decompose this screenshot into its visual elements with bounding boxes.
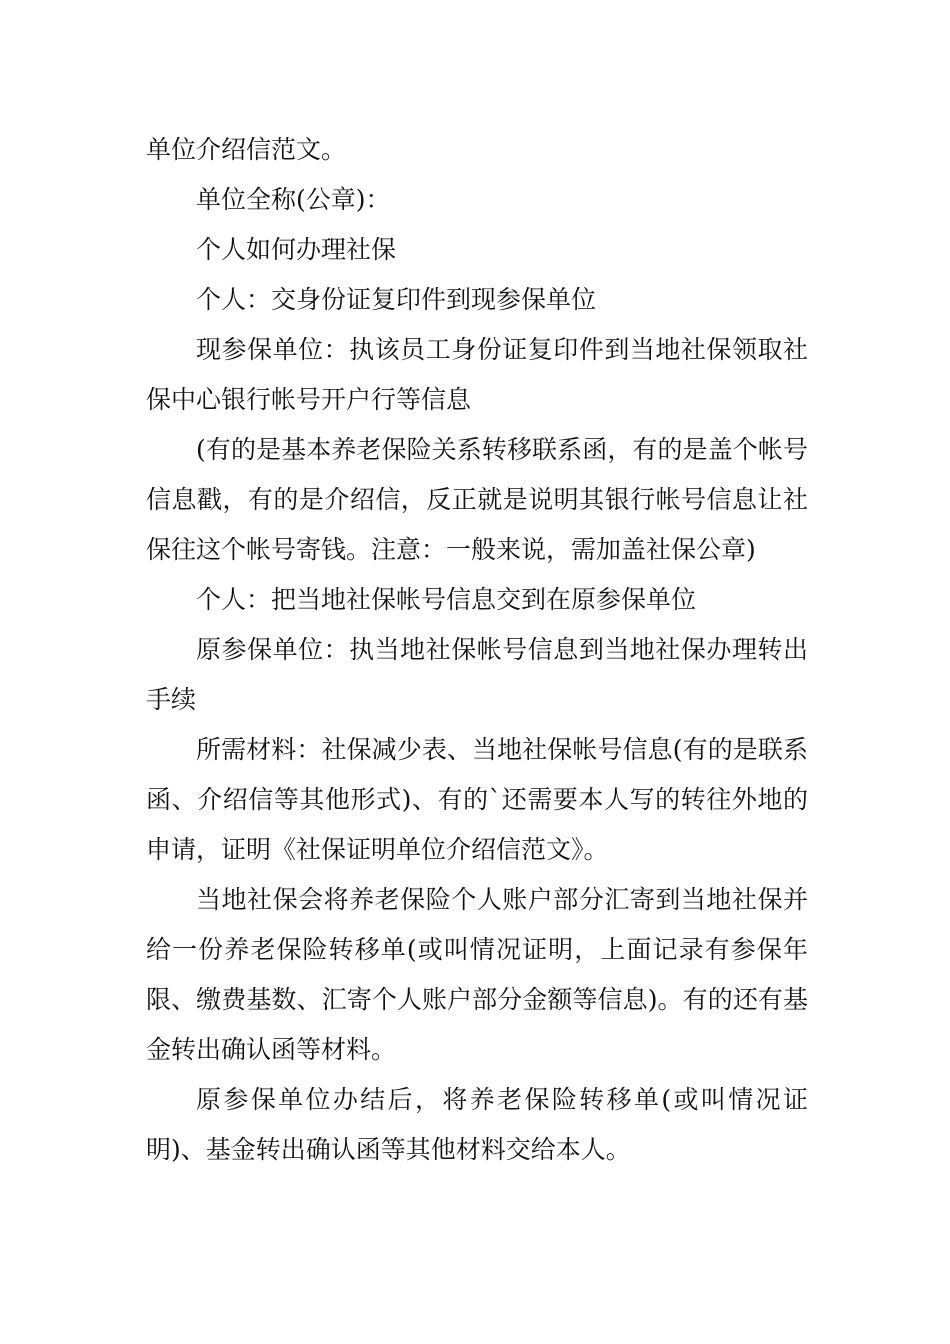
- paragraph-step-original-unit: 原参保单位：执当地社保帐号信息到当地社保办理转出手续: [146, 635, 808, 714]
- paragraph-step-current-unit: 现参保单位：执该员工身份证复印件到当地社保领取社保中心银行帐号开户行等信息: [146, 335, 808, 414]
- paragraph-local-social-security: 当地社保会将养老保险个人账户部分汇寄到当地社保并给一份养老保险转移单(或叫情况证明，上面记录有参保年限、缴费基数、汇寄个人账户部分金额等信息)。有的还有基金转出确认函等材料。: [146, 885, 808, 1064]
- paragraph-fragment: 单位介绍信范文。: [146, 135, 347, 164]
- paragraph-unit-fullname: 单位全称(公章)：: [196, 185, 391, 214]
- paragraph-completion: 原参保单位办结后，将养老保险转移单(或叫情况证明)、基金转出确认函等其他材料交给本人。: [146, 1085, 808, 1164]
- paragraph-step-individual-2: 个人：把当地社保帐号信息交到在原参保单位: [196, 585, 697, 614]
- paragraph-step-individual-1: 个人：交身份证复印件到现参保单位: [196, 285, 597, 314]
- paragraph-note: (有的是基本养老保险关系转移联系函，有的是盖个帐号信息戳，有的是介绍信，反正就是说明其银行帐号信息让社保往这个帐号寄钱。注意：一般来说，需加盖社保公章): [146, 435, 808, 564]
- document-page: [146, 125, 808, 1175]
- paragraph-materials: 所需材料：社保减少表、当地社保帐号信息(有的是联系函、介绍信等其他形式)、有的`还需要本人写的转往外地的申请，证明《社保证明单位介绍信范文》。: [146, 735, 808, 864]
- paragraph-heading: 个人如何办理社保: [196, 235, 397, 264]
